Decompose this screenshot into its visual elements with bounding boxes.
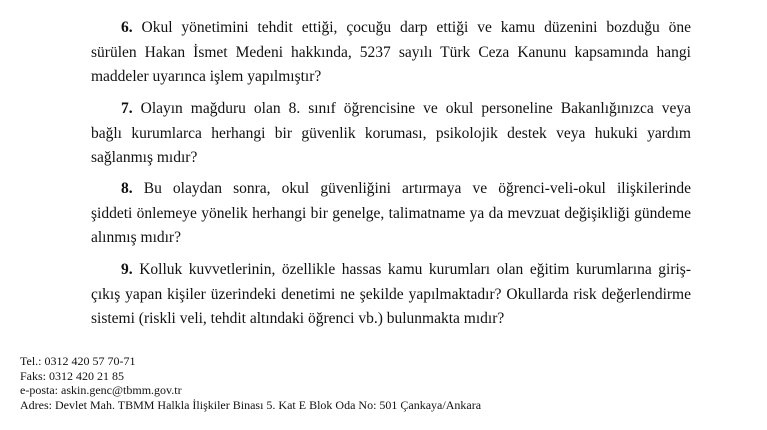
question-6-line-2: sürülen Hakan İsmet Medeni hakkında, 5237 sayılı Türk Ceza Kanunu kapsamında hangi (91, 43, 691, 61)
question-8-line-1 (91, 177, 691, 202)
question-7-text-1: Olayın mağduru olan 8. sınıf öğrencisine ve okul personeline Bakanlığınızca veya (140, 100, 692, 117)
question-9 (91, 258, 691, 332)
contact-block (20, 354, 481, 412)
question-7-line-1 (91, 97, 691, 122)
question-6 (91, 16, 691, 90)
question-8-line-3: alınmış mıdır? (91, 229, 181, 246)
contact-fax: Faks: 0312 420 21 85 (20, 368, 125, 383)
contact-tel: Tel.: 0312 420 57 70-71 (20, 354, 136, 368)
question-6-line-3: maddeler uyarınca işlem yapılmıştır? (91, 68, 322, 85)
question-9-text-1: Kolluk kuvvetlerinin, özellikle hassas kamu kurumları olan eğitim kurumlarına giriş- (139, 261, 692, 278)
question-9-line-2: çıkış yapan kişiler üzerindeki denetimi ne şekilde yapılmaktadır? Okullarda risk değerlendirme (91, 285, 691, 303)
question-6-text-1: Okul yönetimini tehdit ettiği, çocuğu darp ettiği ve kamu düzenini bozduğu öne (141, 19, 692, 36)
question-8-text-1: Bu olaydan sonra, okul güvenliğini artırmaya ve öğrenci-veli-okul ilişkilerinde (143, 180, 691, 197)
question-9-line-1 (91, 258, 691, 283)
question-6-line-1 (91, 16, 691, 41)
question-8 (91, 177, 691, 251)
question-7-line-3: sağlanmış mıdır? (91, 149, 198, 166)
question-7-number: 7. (121, 100, 133, 117)
question-7 (91, 97, 691, 171)
question-7-line-2: bağlı kurumlarca herhangi bir güvenlik koruması, psikolojik destek veya hukuki yardım (91, 124, 691, 142)
question-8-number: 8. (121, 180, 133, 197)
contact-email: e-posta: askin.genc@tbmm.gov.tr (20, 383, 182, 398)
question-9-line-3: sistemi (riskli veli, tehdit altındaki öğrenci vb.) bulunmakta mıdır? (91, 310, 505, 327)
contact-address: Adres: Devlet Mah. TBMM Halkla İlişkiler Binası 5. Kat E Blok Oda No: 501 Çankaya/Ankara (20, 397, 482, 412)
question-6-number: 6. (121, 19, 133, 36)
question-9-number: 9. (121, 261, 133, 278)
question-8-line-2: şiddeti önlemeye yönelik herhangi bir genelge, talimatname ya da mevzuat değişikliği gündeme (91, 204, 691, 222)
